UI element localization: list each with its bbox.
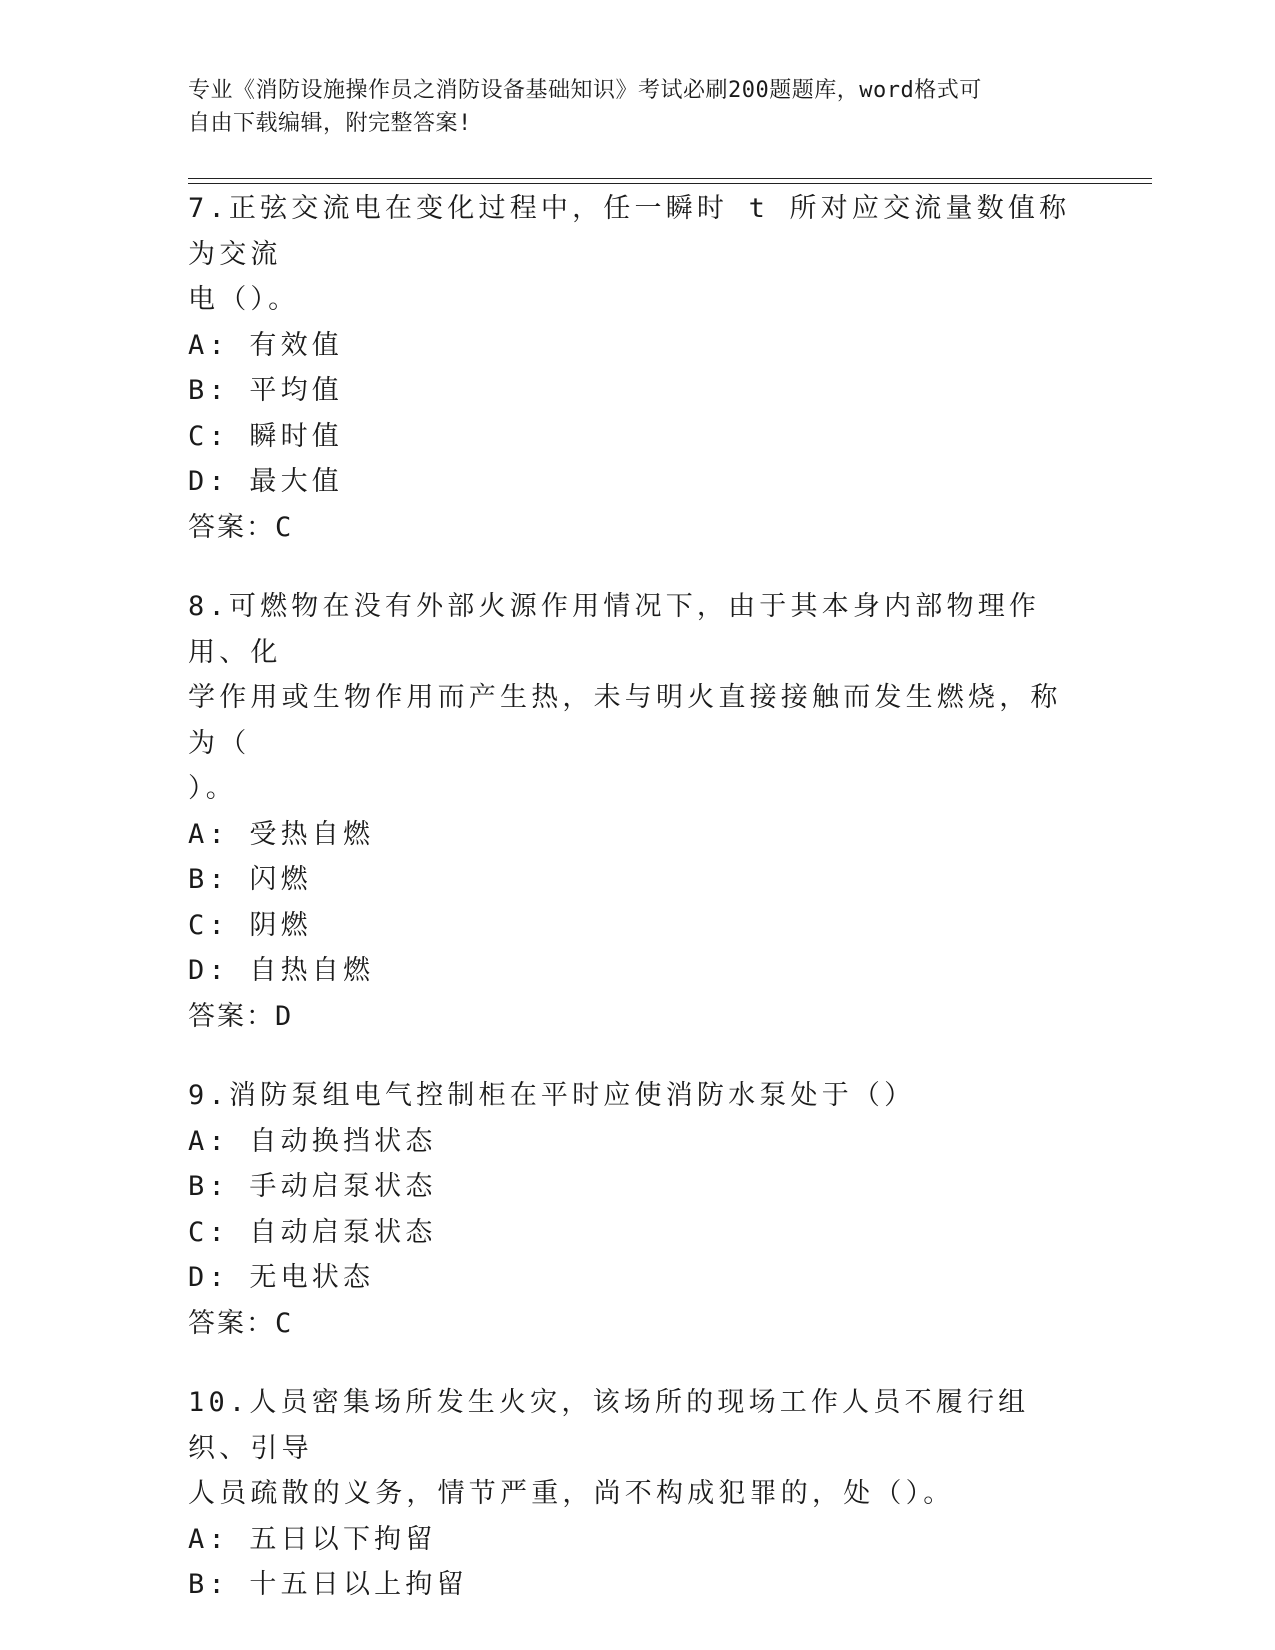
- option-b: B: 闪燃: [188, 864, 312, 895]
- header-line-2: 自由下载编辑，附完整答案!: [188, 111, 472, 136]
- question-item: [188, 186, 1088, 550]
- answer-label: 答案：: [188, 1000, 275, 1032]
- question-item: [188, 584, 1088, 1039]
- question-item: [188, 1073, 1088, 1346]
- option-a: A: 受热自燃: [188, 818, 375, 850]
- option-d: D: 自热自燃: [188, 955, 375, 986]
- question-text-line: 10.人员密集场所发生火灾，该场所的现场工作人员不履行组织、引导: [188, 1387, 1030, 1464]
- option-a: A: 有效值: [188, 329, 343, 361]
- question-text-line: 8.可燃物在没有外部火源作用情况下，由于其本身内部物理作用、化: [188, 591, 1041, 668]
- question-text-line: 7.正弦交流电在变化过程中，任一瞬时 t 所对应交流量数值称为交流: [188, 193, 1071, 270]
- header-divider-top: [188, 178, 1152, 179]
- answer-value: C: [275, 1307, 293, 1339]
- answer-label: 答案：: [188, 1307, 275, 1339]
- document-header: [188, 74, 1088, 140]
- option-b: B: 手动启泵状态: [188, 1171, 437, 1202]
- header-divider-bottom: [188, 183, 1152, 184]
- question-text-line: 学作用或生物作用而产生热，未与明火直接接触而发生燃烧，称为（: [188, 682, 1062, 759]
- option-a: A: 自动换挡状态: [188, 1125, 437, 1157]
- option-c: C: 瞬时值: [188, 420, 343, 452]
- option-d: D: 无电状态: [188, 1262, 375, 1293]
- header-line-1: 专业《消防设施操作员之消防设备基础知识》考试必刷200题题库，word格式可: [188, 78, 982, 103]
- option-b: B: 十五日以上拘留: [188, 1569, 468, 1600]
- question-text-line: 9.消防泵组电气控制柜在平时应使消防水泵处于（）: [188, 1080, 916, 1111]
- option-a: A: 五日以下拘留: [188, 1523, 437, 1555]
- answer-line: [188, 1301, 1088, 1347]
- answer-value: C: [275, 511, 293, 543]
- answer-value: D: [275, 1000, 293, 1032]
- question-text-line: ）。: [188, 773, 237, 804]
- question-item: [188, 1380, 1088, 1608]
- option-d: D: 最大值: [188, 466, 343, 497]
- question-text-line: 人员疏散的义务，情节严重，尚不构成犯罪的，处（）。: [188, 1478, 955, 1509]
- answer-line: [188, 994, 1088, 1040]
- option-c: C: 自动启泵状态: [188, 1216, 437, 1248]
- option-b: B: 平均值: [188, 375, 343, 406]
- answer-label: 答案：: [188, 511, 275, 543]
- answer-line: [188, 505, 1088, 551]
- option-c: C: 阴燃: [188, 909, 312, 941]
- question-text-line: 电（）。: [188, 284, 300, 315]
- question-list: [188, 186, 1088, 1642]
